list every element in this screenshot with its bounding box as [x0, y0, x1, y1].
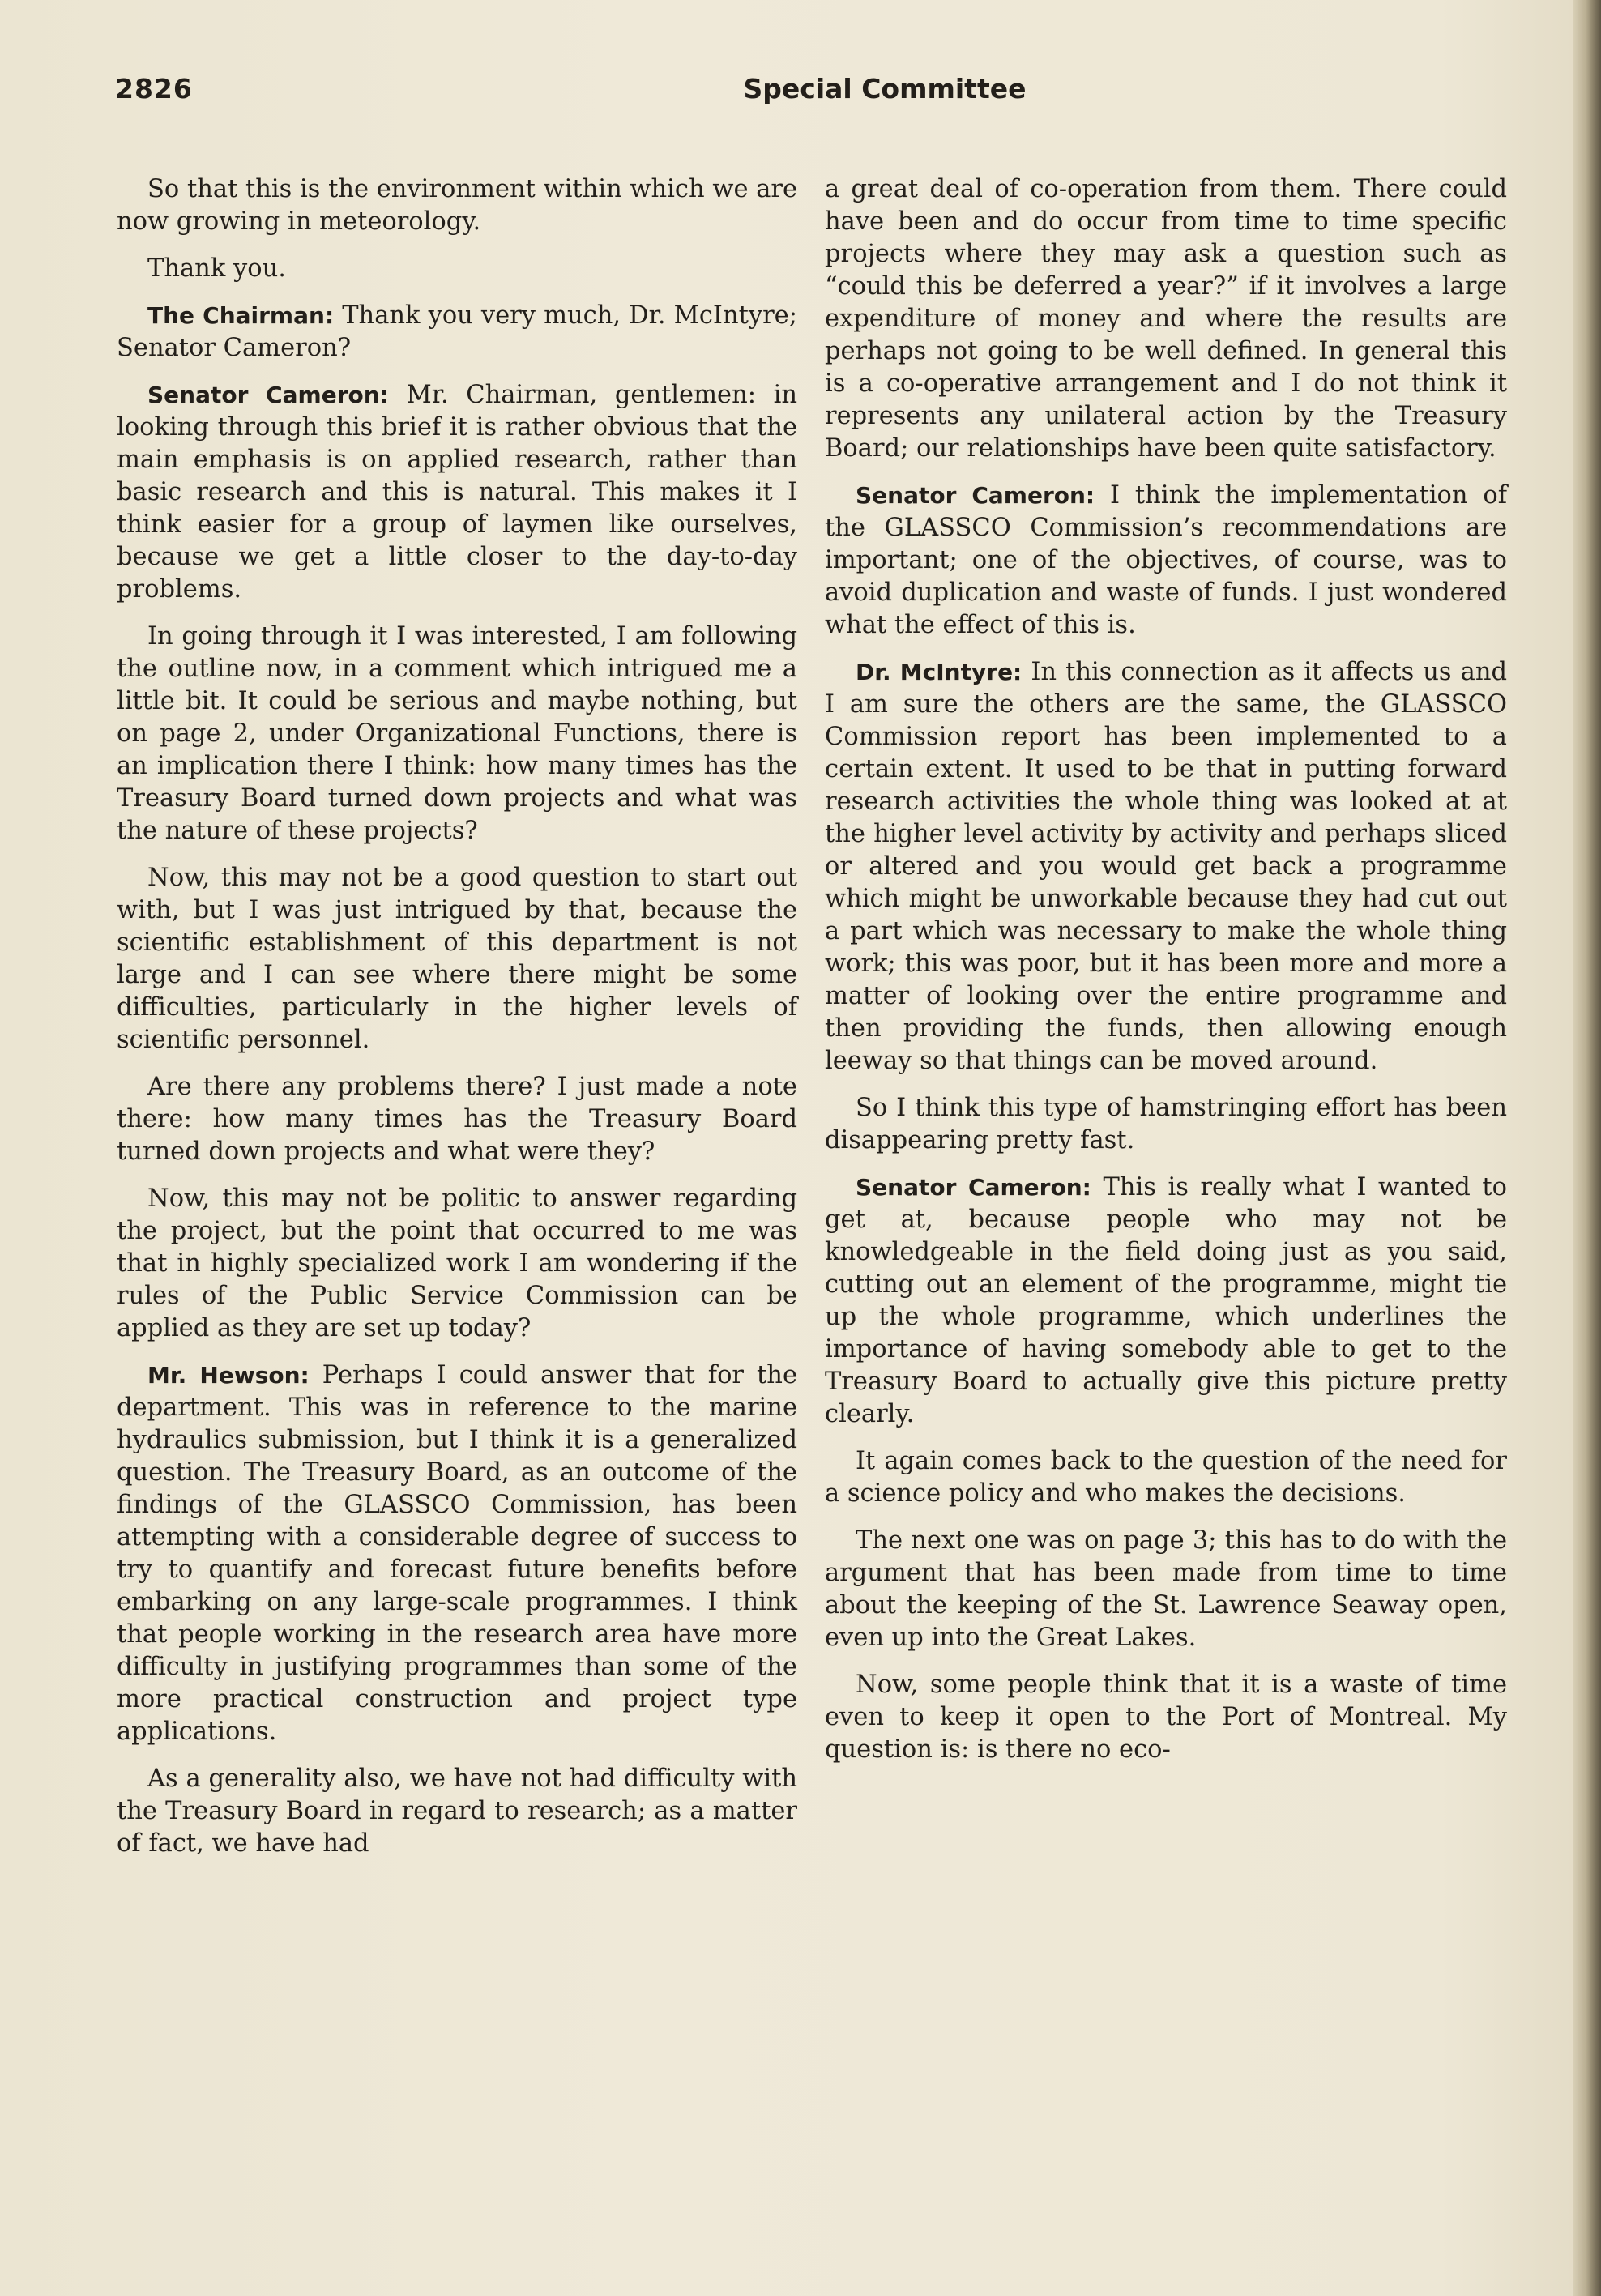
paragraph: [117, 300, 797, 365]
right-column: [825, 173, 1507, 2118]
book-spine-shadow: [1573, 0, 1601, 2296]
paragraph-text: Thank you.: [147, 254, 286, 283]
paragraph-text: As a generality also, we have not had difficulty with the Treasury Board in regard to research; as a matter of fact, we have had: [117, 1765, 797, 1858]
paragraph: [117, 173, 797, 238]
paragraph-text: In going through it I was interested, I am following the outline now, in a comment which intrigued me a little bit. It could be serious and maybe nothing, but on page 2, under Organizational Functions, there is an implication there I think: how many times has the Treasury Board turned down projects and what was the nature of these projects?: [117, 622, 797, 845]
paragraph: [825, 173, 1507, 465]
paragraph: [117, 621, 797, 847]
paragraph: [825, 480, 1507, 642]
paragraph: [825, 656, 1507, 1078]
speaker-label: Dr. McIntyre:: [856, 659, 1023, 685]
paragraph-text: So I think this type of hamstringing effort has been disappearing pretty fast.: [825, 1094, 1507, 1154]
paragraph-text: Perhaps I could answer that for the department. This was in reference to the marine hydraulics submission, but I think it is a generalized question. The Treasury Board, as an outcome of the findings of the GLASSCO Commission, has been attempting with a considerable degree of success to try to quantify and forecast future benefits before embarking on any large-scale programmes. I think that people working in the research area have more difficulty in justifying programmes than some of the more practical construction and project type applications.: [117, 1361, 798, 1746]
paragraph-text: It again comes back to the question of the need for a science policy and who makes the decisions.: [825, 1447, 1507, 1508]
speaker-label: Senator Cameron:: [856, 1174, 1091, 1201]
running-head: Special Committee: [743, 73, 1027, 105]
paragraph: [117, 1071, 797, 1168]
paragraph: [825, 1445, 1507, 1510]
paragraph-text: Are there any problems there? I just made a note there: how many times has the Treasury Board turned down projects and what were they?: [117, 1073, 797, 1166]
paragraph: [117, 1183, 797, 1345]
paragraph-text: Thank you very much, Dr. McIntyre; Senator Cameron?: [117, 301, 797, 362]
paragraph-text: I think the implementation of the GLASSCO Commission’s recommendations are important; one of the objectives, of course, was to avoid duplication and waste of funds. I just wondered what the effect of this is.: [825, 481, 1507, 639]
paragraph: [117, 379, 797, 606]
page-header: [115, 73, 1509, 122]
paragraph-text: This is really what I wanted to get at, because people who may not be knowledgeable in the field doing just as you said, cutting out an element of the programme, might tie up the whole programme, which underlines the importance of having somebody able to get to the Treasury Board to actually give this picture pretty clearly.: [825, 1173, 1507, 1428]
paragraph-text: Now, this may not be politic to answer regarding the project, but the point that occurred to me was that in highly specialized work I am wondering if the rules of the Public Service Commission can be applied as they are set up today?: [117, 1184, 797, 1342]
paragraph: [117, 1359, 797, 1748]
paragraph-text: In this connection as it affects us and I am sure the others are the same, the GLASSCO Commission report has been implemented to a certain extent. It used to be that in putting forward research activities the whole thing was looked at at the higher level activity by activity and perhaps sliced or altered and you would get back a programme which might be unworkable because they had cut out a part which was necessary to make the whole thing work; this was poor, but it has been more and more a matter of looking over the entire programme and then providing the funds, then allowing enough leeway so that things can be moved around.: [825, 658, 1507, 1075]
paragraph: [117, 862, 797, 1056]
paragraph-text: Mr. Chairman, gentlemen: in looking through this brief it is rather obvious that the main emphasis is on applied research, rather than basic research and this is natural. This makes it I think easier for a group of laymen like ourselves, because we get a little closer to the day-to-day problems.: [117, 381, 798, 604]
paragraph-text: Now, some people think that it is a waste of time even to keep it open to the Port of Montreal. My question is: is there no eco-: [825, 1671, 1507, 1764]
paragraph-text: The next one was on page 3; this has to do with the argument that has been made from time to time about the keeping of the St. Lawrence Seaway open, even up into the Great Lakes.: [825, 1526, 1507, 1652]
paragraph: [825, 1669, 1507, 1766]
paragraph-text: Now, this may not be a good question to start out with, but I was just intrigued by that, because the scientific establishment of this department is not large and I can see where there might be some difficulties, particularly in the higher levels of scientific personnel.: [117, 864, 797, 1054]
paragraph: [117, 1763, 797, 1860]
speaker-label: The Chairman:: [147, 302, 335, 329]
page-number: 2826: [115, 73, 193, 105]
paragraph: [825, 1171, 1507, 1431]
paragraph: [825, 1092, 1507, 1157]
paragraph-text: a great deal of co-operation from them. There could have been and do occur from time to time specific projects where they may ask a question such as “could this be deferred a year?” if it involves a large expenditure of money and where the results are perhaps not going to be well defined. In general this is a co-operative arrangement and I do not think it represents any unilateral action by the Treasury Board; our relationships have been quite satisfactory.: [825, 175, 1507, 463]
speaker-label: Senator Cameron:: [856, 482, 1095, 509]
paragraph: [117, 253, 797, 285]
left-column: [117, 173, 797, 2118]
paragraph: [825, 1525, 1507, 1654]
speaker-label: Mr. Hewson:: [147, 1362, 310, 1389]
paragraph-text: So that this is the environment within which we are now growing in meteorology.: [117, 175, 798, 236]
speaker-label: Senator Cameron:: [147, 382, 389, 408]
